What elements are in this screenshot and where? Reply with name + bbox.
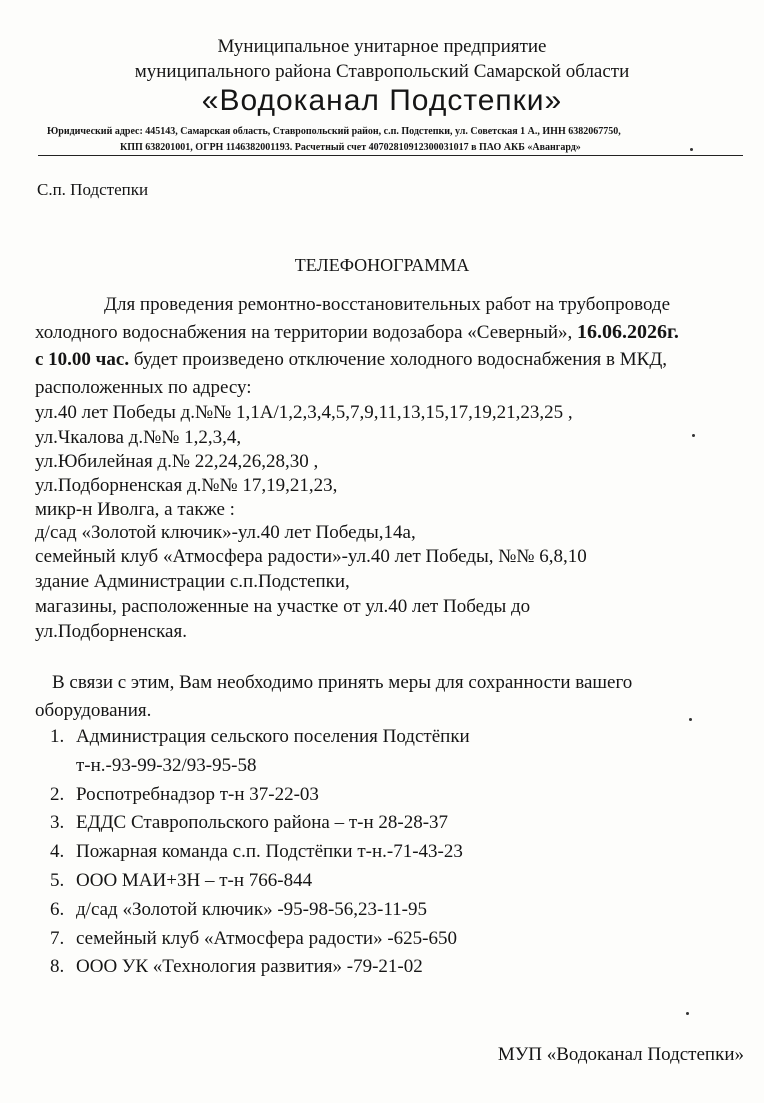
address-line: ул.Подборненская. [35,621,187,642]
contact-text: семейный клуб «Атмосфера радости» -625-650 [76,927,458,949]
contacts-list [50,726,470,985]
contact-item [50,956,470,985]
contact-number: 8. [50,956,65,978]
address-line: ул.40 лет Победы д.№№ 1,1А/1,2,3,4,5,7,9,11,13,15,17,19,21,23,25 , [35,402,573,423]
contact-text: ООО УК «Технология развития» -79-21-02 [76,956,423,978]
body-line-4: расположенных по адресу: [35,377,252,398]
body-line-2 [35,321,679,344]
contact-item [50,899,470,928]
address-line: магазины, расположенные на участке от ул.40 лет Победы до [35,596,531,617]
header-divider [38,155,743,156]
contact-item [50,784,470,813]
contact-text: Администрация сельского поселения Подстёпки [76,726,470,747]
contact-item-sub [50,755,470,784]
contact-number: 3. [50,812,65,834]
address-line: ул.Юбилейная д.№ 22,24,26,28,30 , [35,451,319,472]
contact-item [50,726,470,755]
contact-text: ЕДДС Ставропольского района – т-н 28-28-37 [76,812,449,834]
contact-item [50,928,470,957]
body-line-1: Для проведения ремонтно-восстановительных работ на трубопроводе [104,294,671,315]
address-line: ул.Чкалова д.№№ 1,2,3,4, [35,427,242,448]
outage-time: с 10.00 час. [35,349,130,370]
scan-speck [692,434,695,437]
scan-speck [689,718,692,721]
requisites-line-2: КПП 638201001, ОГРН 1146382001193. Расчетный счет 40702810912300031017 в ПАО АКБ «Авангард» [120,142,581,153]
signature: МУП «Водоканал Подстепки» [497,1044,744,1065]
body-line-3 [35,349,667,371]
address-line: д/сад «Золотой ключик»-ул.40 лет Победы,14а, [35,522,416,543]
contact-number: 5. [50,869,65,891]
org-name: «Водоканал Подстепки» [201,84,563,117]
contact-text: Роспотребнадзор т-н 37-22-03 [76,783,319,805]
address-line: микр-н Иволга, а также : [35,499,235,520]
contact-number: 7. [50,927,65,949]
notice-line-1: В связи с этим, Вам необходимо принять меры для сохранности вашего [52,672,633,693]
org-line-1: Муниципальное унитарное предприятие [217,36,547,57]
contact-text: д/сад «Золотой ключик» -95-98-56,23-11-95 [76,898,427,920]
address-line: ул.Подборненская д.№№ 17,19,21,23, [35,475,338,496]
contact-text: Пожарная команда с.п. Подстёпки т-н.-71-43-23 [76,841,463,863]
contact-number: 1. [50,726,65,747]
contact-item [50,841,470,870]
body-line-2-text: холодного водоснабжения на территории водозабора «Северный», [35,322,573,343]
document-title: ТЕЛЕФОНОГРАММА [294,255,470,275]
contact-number: 6. [50,898,65,920]
outage-date: 16.06.2026г. [577,321,679,343]
address-line: семейный клуб «Атмосфера радости»-ул.40 лет Победы, №№ 6,8,10 [35,546,587,567]
scan-speck [690,148,693,151]
recipient: С.п. Подстепки [37,180,149,199]
contact-number: 2. [50,783,65,805]
notice-line-2: оборудования. [35,700,152,721]
contact-text: ООО МАИ+ЗН – т-н 766-844 [76,869,313,891]
contact-item [50,870,470,899]
org-line-2: муниципального района Ставропольский Самарской области [134,61,630,82]
requisites-line-1: Юридический адрес: 445143, Самарская область, Ставропольский район, с.п. Подстепки, ул. Советская 1 А., ИНН 6382067750, [47,126,621,137]
contact-phone: т-н.-93-99-32/93-95-58 [76,754,257,776]
body-line-3-text: будет произведено отключение холодного водоснабжения в МКД, [129,349,668,370]
scan-speck [686,1012,689,1015]
contact-item [50,812,470,841]
contact-number: 4. [50,841,65,863]
address-line: здание Администрации с.п.Подстепки, [35,571,350,592]
